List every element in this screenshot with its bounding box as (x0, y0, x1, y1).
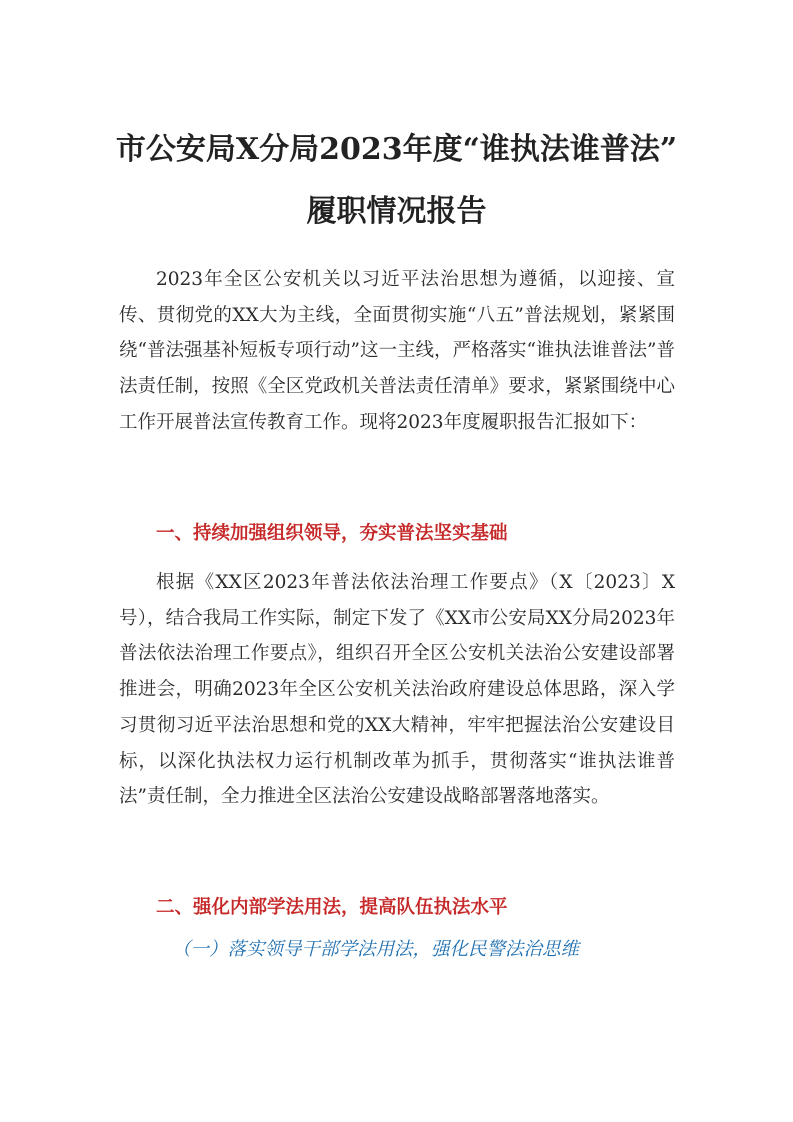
intro-paragraph: 2023年全区公安机关以习近平法治思想为遵循，以迎接、宣传、贯彻党的XX大为主线，全面贯彻实施“八五”普法规划，紧紧围绕“普法强基补短板专项行动”这一主线，严格落实“谁执法谁普法”普法责任制，按照《全区党政机关普法责任清单》要求，紧紧围绕中心工作开展普法宣传教育工作。现将2023年度履职报告汇报如下： (119, 269, 675, 433)
subsection-heading-1: （一）落实领导干部学法用法，强化民警法治思维 (172, 939, 580, 960)
section-heading-1: 一、持续加强组织领导，夯实普法坚实基础 (156, 523, 508, 544)
section-1-paragraph: 根据《XX区2023年普法依法治理工作要点》（X〔2023〕X号），结合我局工作实际，制定下发了《XX市公安局XX分局2023年普法依法治理工作要点》，组织召开全区公安机关法治公安建设部署推进会，明确2023年全区公安机关法治政府建设总体思路，深入学习贯彻习近平法治思想和党的XX大精神，牢牢把握法治公安建设目标，以深化执法权力运行机制改革为抓手，贯彻落实“谁执法谁普法”责任制，全力推进全区法治公安建设战略部署落地落实。 (119, 572, 675, 808)
section-heading-2: 二、强化内部学法用法，提高队伍执法水平 (156, 897, 508, 918)
document-title-line-2: 履职情况报告 (306, 194, 487, 229)
document-title-line-1: 市公安局X分局2023年度“谁执法谁普法” (115, 132, 678, 167)
